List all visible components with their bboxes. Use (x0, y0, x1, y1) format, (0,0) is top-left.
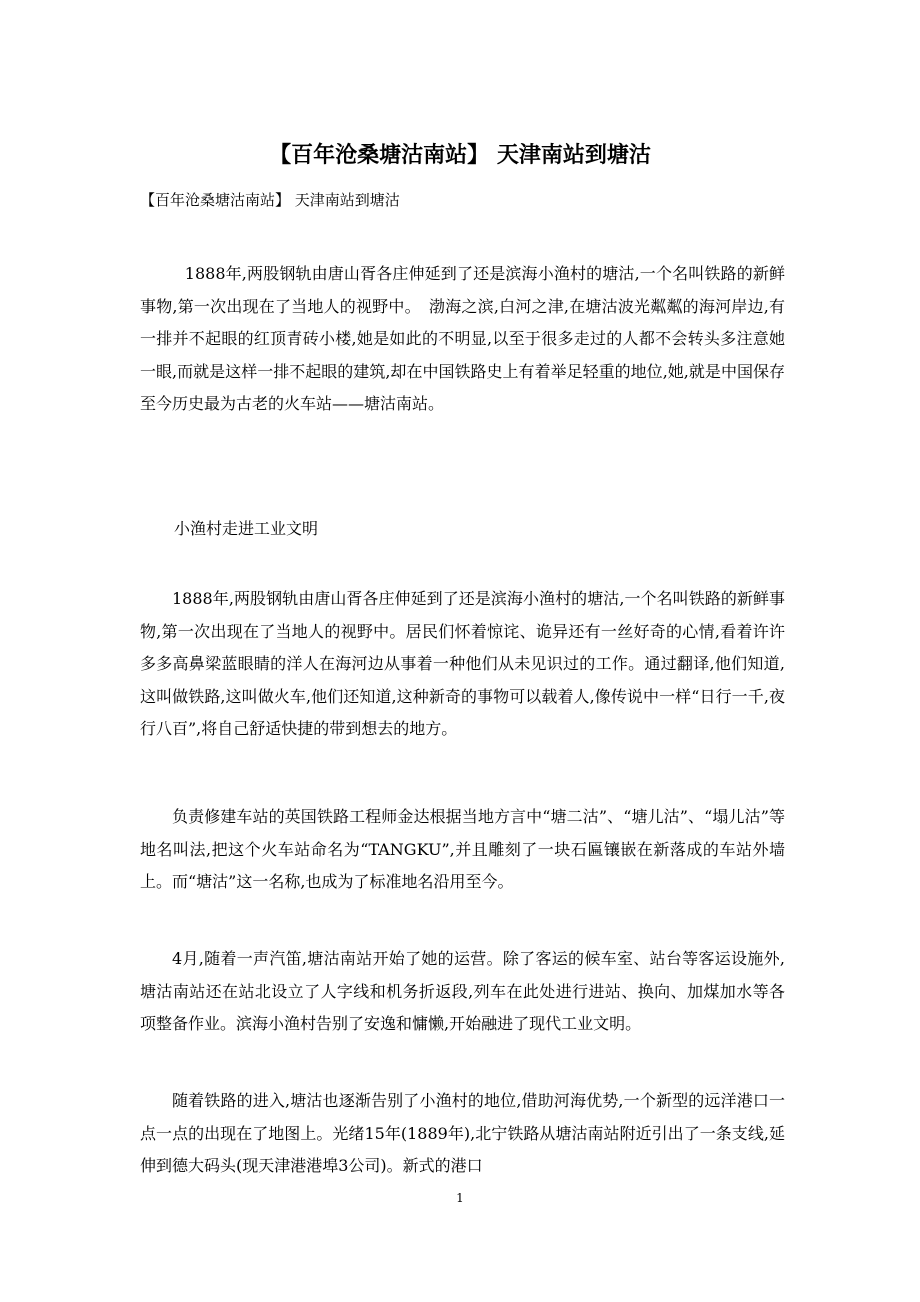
body-paragraph: 随着铁路的进入,塘沽也逐渐告别了小渔村的地位,借助河海优势,一个新型的远洋港口一点一点的出现在了地图上。光绪15年(1889年),北宁铁路从塘沽南站附近引出了一条支线,延伸到德大码头(现天津港港埠3公司)。新式的港口 (140, 1091, 785, 1176)
intro-paragraph: 1888年,两股钢轨由唐山胥各庄伸延到了还是滨海小渔村的塘沽,一个名叫铁路的新鲜事物,第一次出现在了当地人的视野中。 渤海之滨,白河之津,在塘沽波光粼粼的海河岸边,有一排并不起眼的红顶青砖小楼,她是如此的不明显,以至于很多走过的人都不会转头多注意她一眼,而就是这样一排不起眼的建筑,却在中国铁路史上有着举足轻重的地位,她,就是中国保存至今历史最为古老的火车站——塘沽南站。 (140, 264, 785, 414)
body-paragraph: 负责修建车站的英国铁路工程师金达根据当地方言中“塘二沽”、“塘儿沽”、“塌儿沽”等地名叫法,把这个火车站命名为“TANGKU”,并且雕刻了一块石匾镶嵌在新落成的车站外墙上。而“塘沽”这一名称,也成为了标准地名沿用至今。 (140, 807, 785, 892)
body-paragraph: 4月,随着一声汽笛,塘沽南站开始了她的运营。除了客运的候车室、站台等客运设施外,塘沽南站还在站北设立了人字线和机务折返段,列车在此处进行进站、换向、加煤加水等各项整备作业。滨海小渔村告别了安逸和慵懒,开始融进了现代工业文明。 (140, 949, 785, 1034)
section-heading: 小渔村走进工业文明 (174, 519, 319, 538)
page-number: 1 (456, 1191, 464, 1205)
body-paragraph: 1888年,两股钢轨由唐山胥各庄伸延到了还是滨海小渔村的塘沽,一个名叫铁路的新鲜事物,第一次出现在了当地人的视野中。居民们怀着惊诧、诡异还有一丝好奇的心情,看着许许多多高鼻梁蓝眼睛的洋人在海河边从事着一种他们从未见识过的工作。通过翻译,他们知道,这叫做铁路,这叫做火车,他们还知道,这种新奇的事物可以载着人,像传说中一样“日行一千,夜行八百”,将自己舒适快捷的带到想去的地方。 (140, 589, 785, 739)
document-subtitle: 【百年沧桑塘沽南站】 天津南站到塘沽 (140, 191, 400, 209)
document-title: 【百年沧桑塘沽南站】 天津南站到塘沽 (269, 142, 651, 168)
